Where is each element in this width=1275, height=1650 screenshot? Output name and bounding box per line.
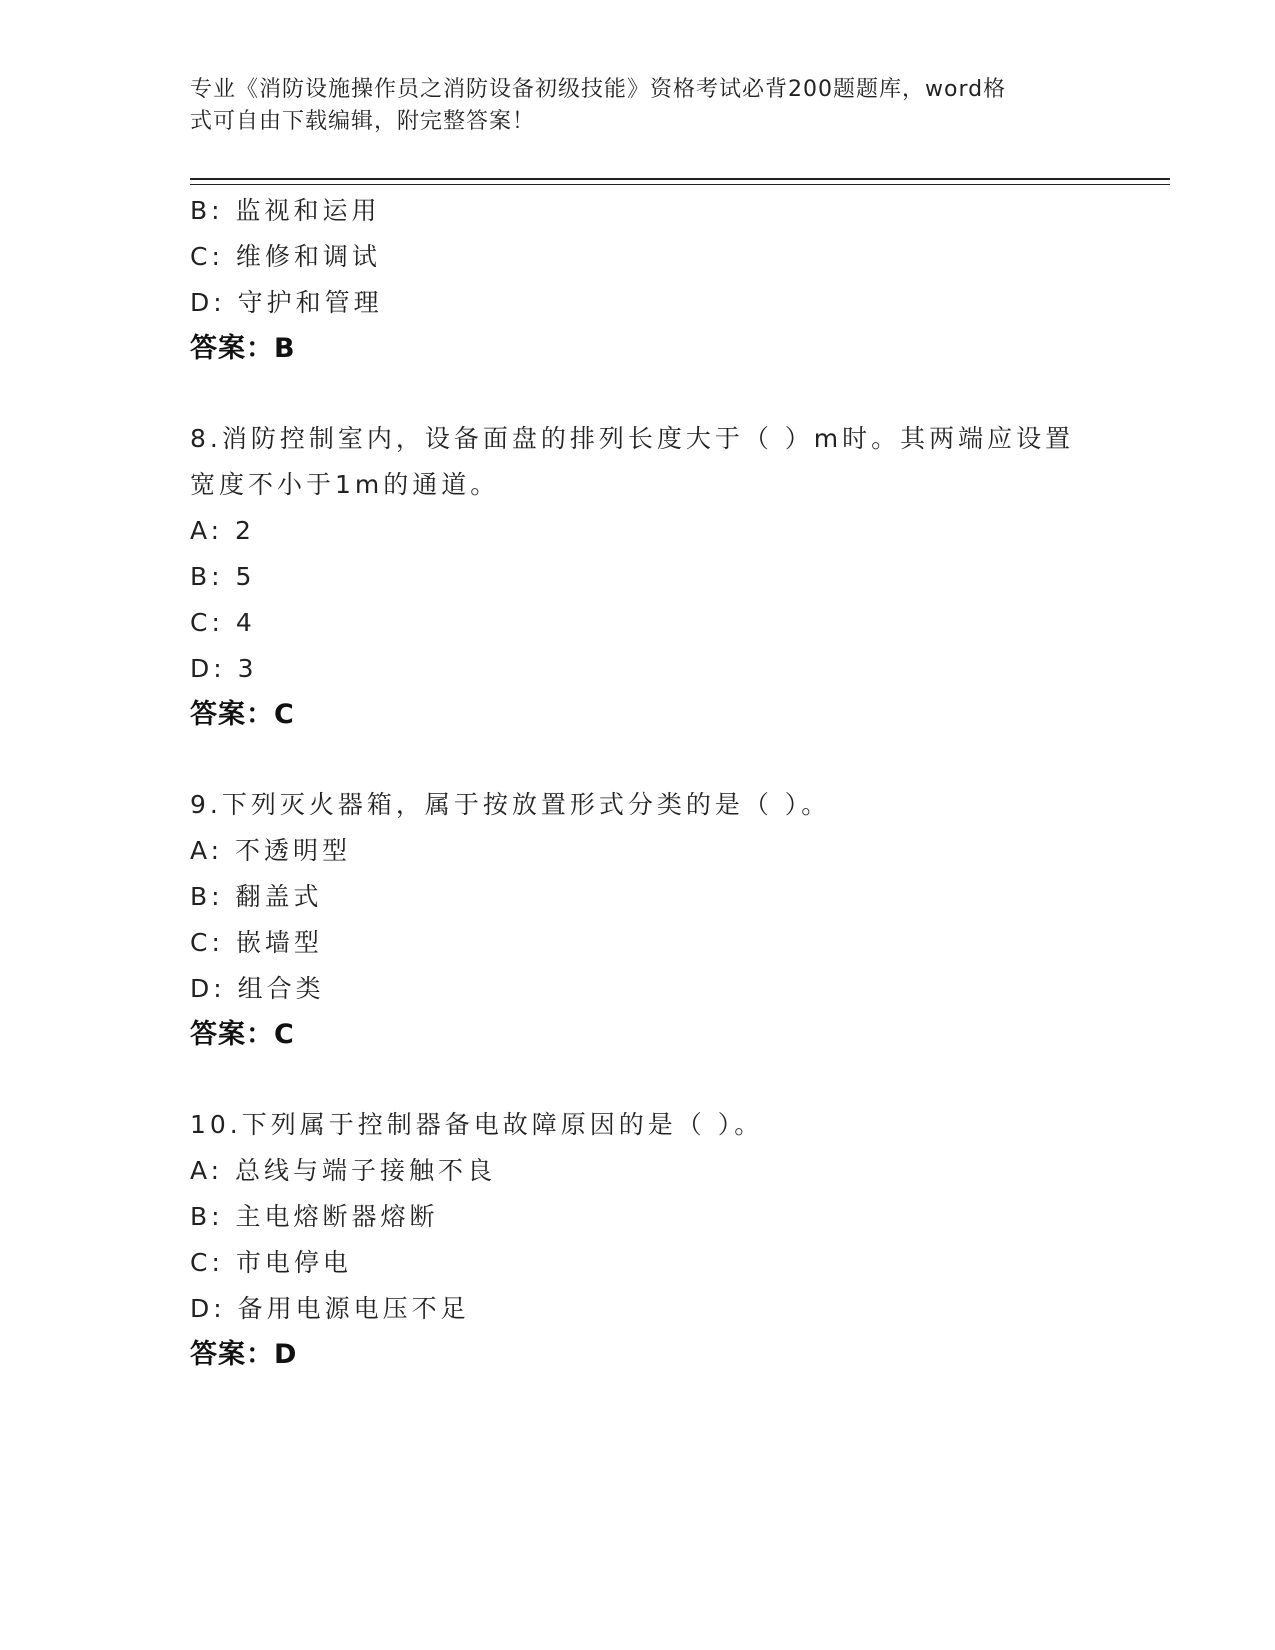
option-c: C: 4: [190, 608, 256, 637]
option-c: C: 市电停电: [190, 1248, 352, 1277]
option-a: A: 不透明型: [190, 836, 352, 865]
option-a: A: 2: [190, 516, 255, 545]
option-a: A: 总线与端子接触不良: [190, 1156, 497, 1185]
option-b: B: 5: [190, 562, 256, 591]
question-7-continued: [190, 188, 1170, 372]
answer-line: 答案：D: [190, 1339, 298, 1370]
option-b: B: 主电熔断器熔断: [190, 1202, 439, 1231]
header-divider-thin: [190, 184, 1170, 185]
header-line-2: 式可自由下载编辑，附完整答案！: [190, 109, 536, 134]
spacer: [190, 1058, 1170, 1102]
option-d: D: 备用电源电压不足: [190, 1294, 470, 1323]
question-stem-continued: 宽度不小于1m的通道。: [190, 470, 500, 499]
option-c: C: 维修和调试: [190, 242, 381, 271]
header-line-1: 专业《消防设施操作员之消防设备初级技能》资格考试必背200题题库，word格: [190, 77, 1007, 102]
option-b: B: 翻盖式: [190, 882, 323, 911]
question-stem: 10.下列属于控制器备电故障原因的是（ ）。: [190, 1110, 764, 1139]
option-d: D: 组合类: [190, 974, 325, 1003]
header-divider-thick: [190, 178, 1170, 180]
option-d: D: 3: [190, 654, 258, 683]
document-header: [190, 74, 1070, 138]
spacer: [190, 372, 1170, 416]
question-stem: 9.下列灭火器箱，属于按放置形式分类的是（ ）。: [190, 790, 831, 819]
question-stem: 8.消防控制室内，设备面盘的排列长度大于（ ）m时。其两端应设置: [190, 424, 1075, 453]
answer-line: 答案：C: [190, 699, 295, 730]
answer-line: 答案：B: [190, 333, 296, 364]
option-d: D: 守护和管理: [190, 288, 383, 317]
question-9: [190, 782, 1170, 1058]
spacer: [190, 738, 1170, 782]
question-10: [190, 1102, 1170, 1378]
answer-line: 答案：C: [190, 1019, 295, 1050]
option-c: C: 嵌墙型: [190, 928, 323, 957]
question-8: [190, 416, 1170, 738]
question-list: [190, 188, 1170, 1378]
option-b: B: 监视和运用: [190, 196, 381, 225]
